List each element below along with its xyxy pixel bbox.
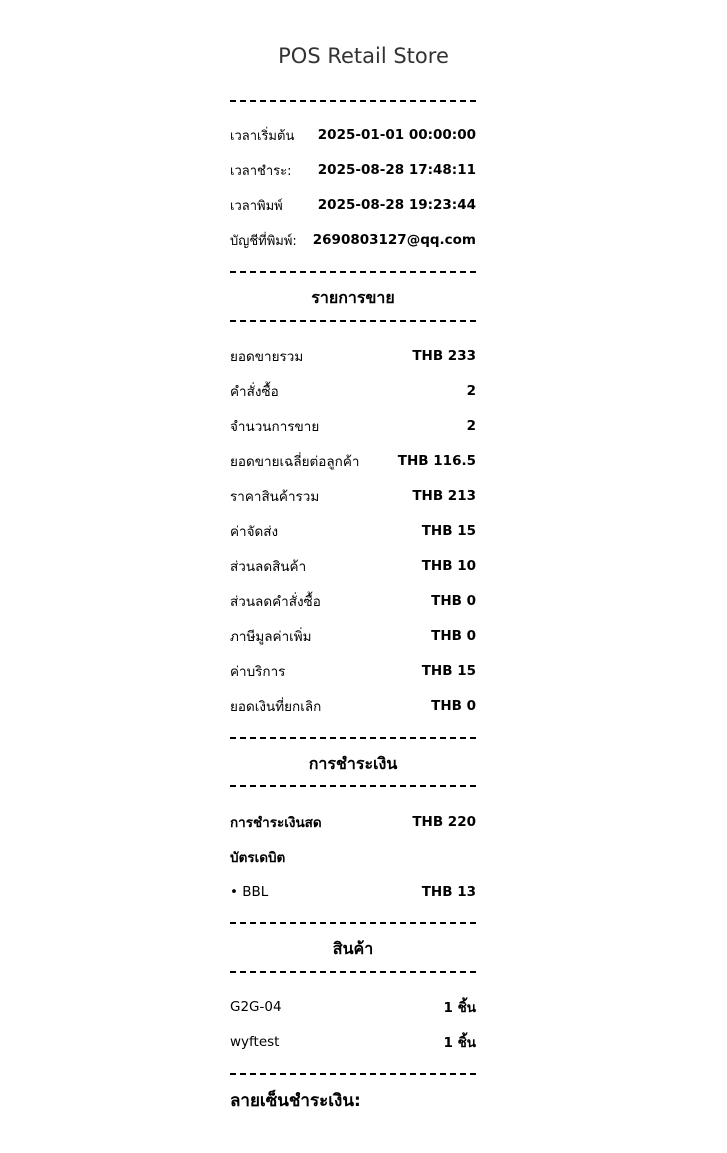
payment-debit-row [230,846,476,868]
sales-section-title: รายการขาย [311,288,395,307]
sales-row-value: THB 0 [431,628,476,644]
sales-row-label: ค่าจัดส่ง [230,524,279,540]
sales-row-label: ราคาสินค้ารวม [230,489,320,505]
product-row [230,1031,476,1053]
sales-row-value: THB 0 [431,593,476,609]
sales-row-label: จำนวนการขาย [230,419,320,435]
sales-row [230,625,476,647]
payment-debit-item-label: • BBL [230,884,269,900]
signature-label: ลายเซ็นชำระเงิน: [230,1091,361,1111]
product-quantity: 1 ชิ้น [443,1035,476,1051]
divider [230,785,476,787]
divider [230,320,476,322]
payment-debit-label: บัตรเดบิต [230,850,286,866]
meta-row-print-time [230,194,476,216]
payment-section-title: การชำระเงิน [308,754,398,773]
sales-row-label: ยอดเงินที่ยกเลิก [230,699,322,715]
sales-row [230,590,476,612]
divider [230,271,476,273]
sales-row-value: 2 [466,418,476,434]
payment-cash-value: THB 220 [412,814,476,830]
sales-row [230,555,476,577]
meta-label: เวลาชำระ: [230,163,292,179]
meta-label: เวลาพิมพ์ [230,198,283,214]
sales-row-label: ยอดขายเฉลี่ยต่อลูกค้า [230,454,360,470]
sales-row [230,695,476,717]
sales-row-label: ยอดขายรวม [230,349,304,365]
divider [230,922,476,924]
sales-row-value: THB 233 [412,348,476,364]
sales-row [230,415,476,437]
payment-cash-row [230,811,476,833]
sales-row-label: คำสั่งซื้อ [230,384,279,400]
product-row [230,996,476,1018]
divider [230,100,476,102]
meta-row-print-account [230,229,476,251]
payment-debit-item-value: THB 13 [421,884,476,900]
sales-row [230,485,476,507]
sales-row-value: THB 15 [421,663,476,679]
sales-row-label: ค่าบริการ [230,664,286,680]
meta-row-payment-time [230,159,476,181]
meta-row-start-time [230,124,476,146]
sales-row-value: 2 [466,383,476,399]
store-title: POS Retail Store [278,44,449,68]
divider [230,971,476,973]
meta-value: 2690803127@qq.com [312,232,476,248]
divider [230,1073,476,1075]
sales-row [230,380,476,402]
product-name: G2G-04 [230,999,282,1015]
sales-row [230,450,476,472]
sales-row-value: THB 10 [421,558,476,574]
sales-row-label: ส่วนลดสินค้า [230,559,307,575]
sales-row-value: THB 213 [412,488,476,504]
sales-row-value: THB 0 [431,698,476,714]
sales-row-value: THB 15 [421,523,476,539]
sales-row-value: THB 116.5 [397,453,476,469]
meta-label: บัญชีที่พิมพ์: [230,233,297,249]
products-section-title: สินค้า [332,939,374,958]
sales-row-label: ภาษีมูลค่าเพิ่ม [230,629,312,645]
payment-debit-item [230,881,476,903]
product-quantity: 1 ชิ้น [443,1000,476,1016]
sales-row [230,345,476,367]
meta-value: 2025-08-28 19:23:44 [317,197,476,213]
meta-value: 2025-08-28 17:48:11 [317,162,476,178]
payment-cash-label: การชำระเงินสด [230,815,322,831]
product-name: wyftest [230,1034,280,1050]
sales-row [230,520,476,542]
sales-row-label: ส่วนลดคำสั่งซื้อ [230,594,321,610]
sales-row [230,660,476,682]
meta-label: เวลาเริ่มต้น [230,128,295,144]
meta-value: 2025-01-01 00:00:00 [317,127,476,143]
divider [230,737,476,739]
